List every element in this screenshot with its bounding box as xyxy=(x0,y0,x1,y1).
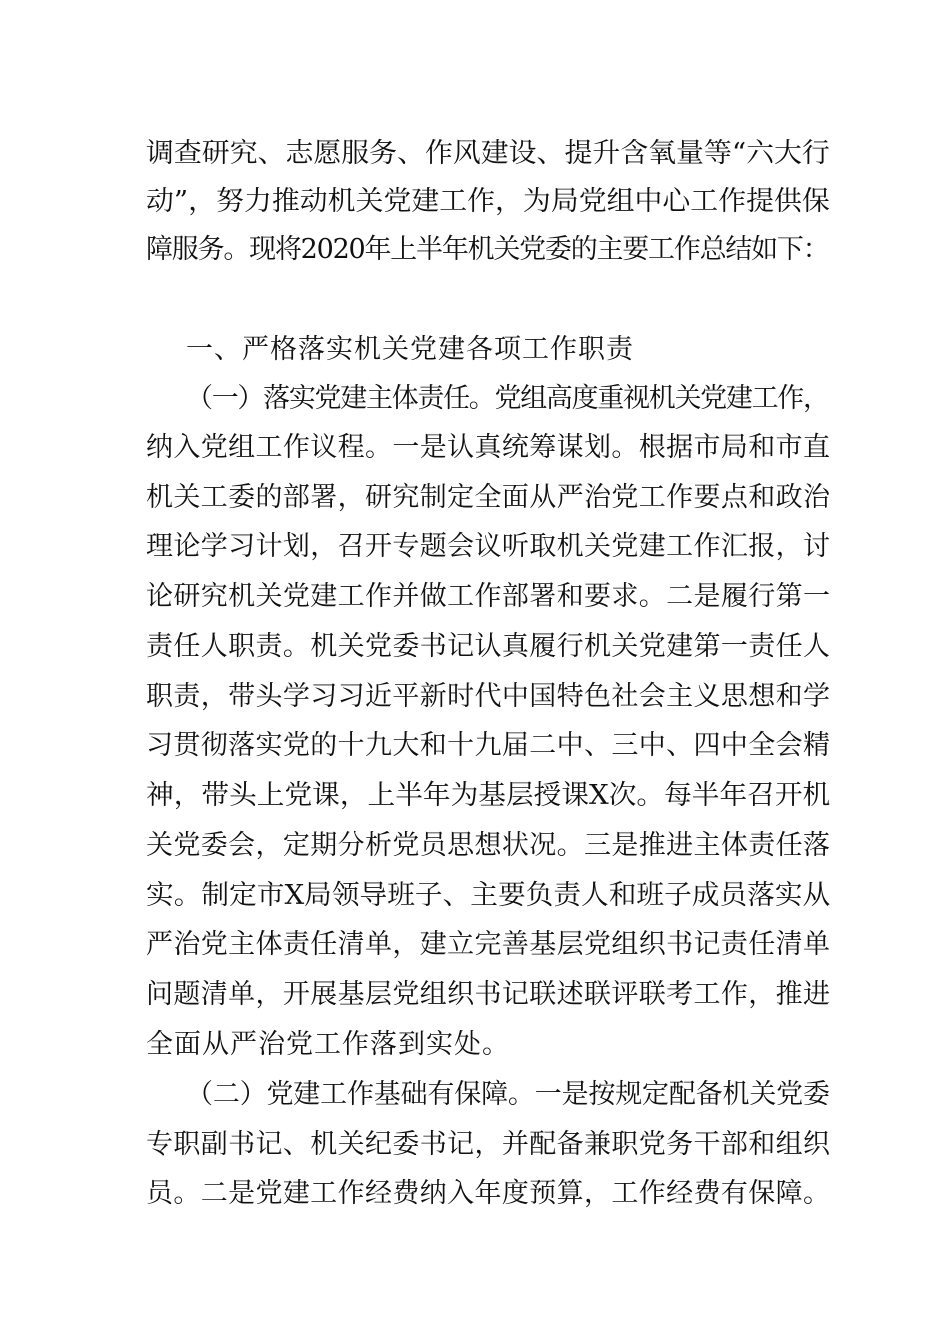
intro-line: 动”，努力推动机关党建工作，为局党组中心工作提供保 xyxy=(146,186,830,217)
paragraph-line: （一）落实党建主体责任。党组高度重视机关党建工作， xyxy=(186,383,829,414)
paragraph-line: 严治党主体责任清单，建立完善基层党组织书记责任清单 xyxy=(146,929,831,960)
paragraph-line: 关党委会，定期分析党员思想状况。三是推进主体责任落 xyxy=(146,830,831,861)
paragraph-line: 全面从严治党工作落到实处。 xyxy=(146,1029,510,1060)
paragraph-line: （二）党建工作基础有保障。一是按规定配备机关党委 xyxy=(186,1079,830,1110)
paragraph-line: 论研究机关党建工作并做工作部署和要求。二是履行第一 xyxy=(146,581,831,612)
paragraph-line: 机关工委的部署，研究制定全面从严治党工作要点和政治 xyxy=(146,482,831,513)
paragraph-line: 问题清单，开展基层党组织书记联述联评联考工作，推进 xyxy=(146,979,831,1010)
paragraph-line: 神，带头上党课，上半年为基层授课X次。每半年召开机 xyxy=(146,780,831,811)
intro-line: 障服务。现将2020年上半年机关党委的主要工作总结如下： xyxy=(146,234,829,265)
paragraph-line: 职责，带头学习习近平新时代中国特色社会主义思想和学 xyxy=(146,681,831,712)
paragraph-line: 员。二是党建工作经费纳入年度预算，工作经费有保障。 xyxy=(146,1178,831,1209)
paragraph-line: 习贯彻落实党的十九大和十九届二中、三中、四中全会精 xyxy=(146,730,831,761)
paragraph-line: 专职副书记、机关纪委书记，并配备兼职党务干部和组织 xyxy=(146,1129,831,1160)
section-heading: 一、严格落实机关党建各项工作职责 xyxy=(186,334,634,365)
paragraph-line: 实。制定市X局领导班子、主要负责人和班子成员落实从 xyxy=(146,880,831,911)
paragraph-line: 理论学习计划，召开专题会议听取机关党建工作汇报，讨 xyxy=(146,531,831,562)
paragraph-line: 责任人职责。机关党委书记认真履行机关党建第一责任人 xyxy=(146,631,831,662)
paragraph-line: 纳入党组工作议程。一是认真统筹谋划。根据市局和市直 xyxy=(146,432,831,463)
intro-line: 调查研究、志愿服务、作风建设、提升含氧量等“六大行 xyxy=(146,138,830,169)
